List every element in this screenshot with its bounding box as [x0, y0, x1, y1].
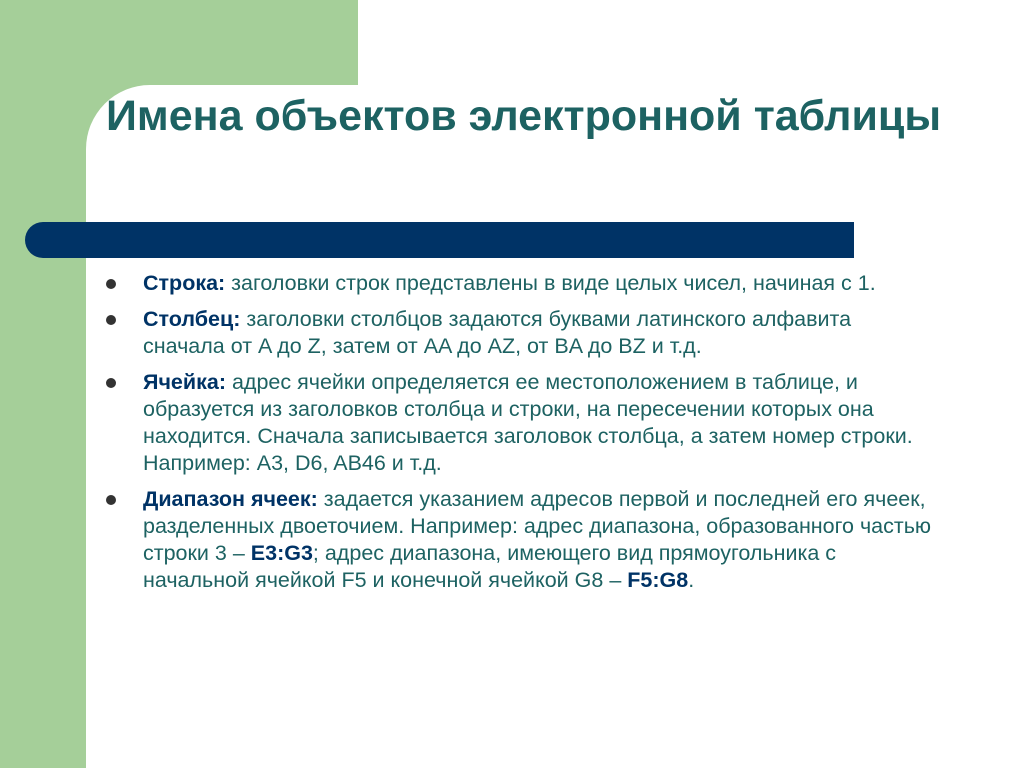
- bullet-dot-icon: [106, 279, 116, 289]
- bullet-term: Диапазон ячеек:: [143, 487, 318, 511]
- bullet-text: заголовки столбцов задаются буквами латинского алфавита сначала от A до Z, затем от AA до AZ, от BA до BZ и т.д.: [143, 307, 852, 358]
- range-example-code: E3:G3: [250, 541, 313, 565]
- bullet-item-column: [106, 306, 936, 360]
- bullet-term: Ячейка:: [143, 370, 226, 394]
- bullet-dot-icon: [106, 378, 116, 388]
- bullet-text: .: [688, 568, 695, 592]
- bullet-term: Строка:: [143, 271, 226, 295]
- bullet-text: адрес ячейки определяется ее местоположением в таблице, и образуется из заголовков столбца и строки, на пересечении которых она находится. Сначала записывается заголовок столбца, а затем номер строки. Например: A3, D6, AB46 и т.д.: [143, 370, 913, 475]
- bullet-term: Столбец:: [143, 307, 241, 331]
- bullet-text: задается указанием адресов первой и последней его ячеек, разделенных двоеточием. Например: адрес диапазона, образованного частью строки 3 –: [143, 487, 932, 565]
- range-example-code: F5:G8: [627, 568, 689, 592]
- bullet-text: ; адрес диапазона, имеющего вид прямоугольника с начальной ячейкой F5 и конечной ячейкой G8 –: [143, 541, 837, 592]
- title-divider-bar: [25, 222, 854, 258]
- bullet-item-range: [106, 486, 936, 594]
- bullet-dot-icon: [106, 315, 116, 325]
- bullet-list: [106, 270, 936, 603]
- bullet-item-cell: [106, 369, 936, 477]
- slide-title: Имена объектов электронной таблицы: [106, 92, 942, 140]
- bullet-item-row: [106, 270, 936, 297]
- bullet-dot-icon: [106, 495, 116, 505]
- bullet-text: заголовки строк представлены в виде целых чисел, начиная с 1.: [225, 271, 876, 295]
